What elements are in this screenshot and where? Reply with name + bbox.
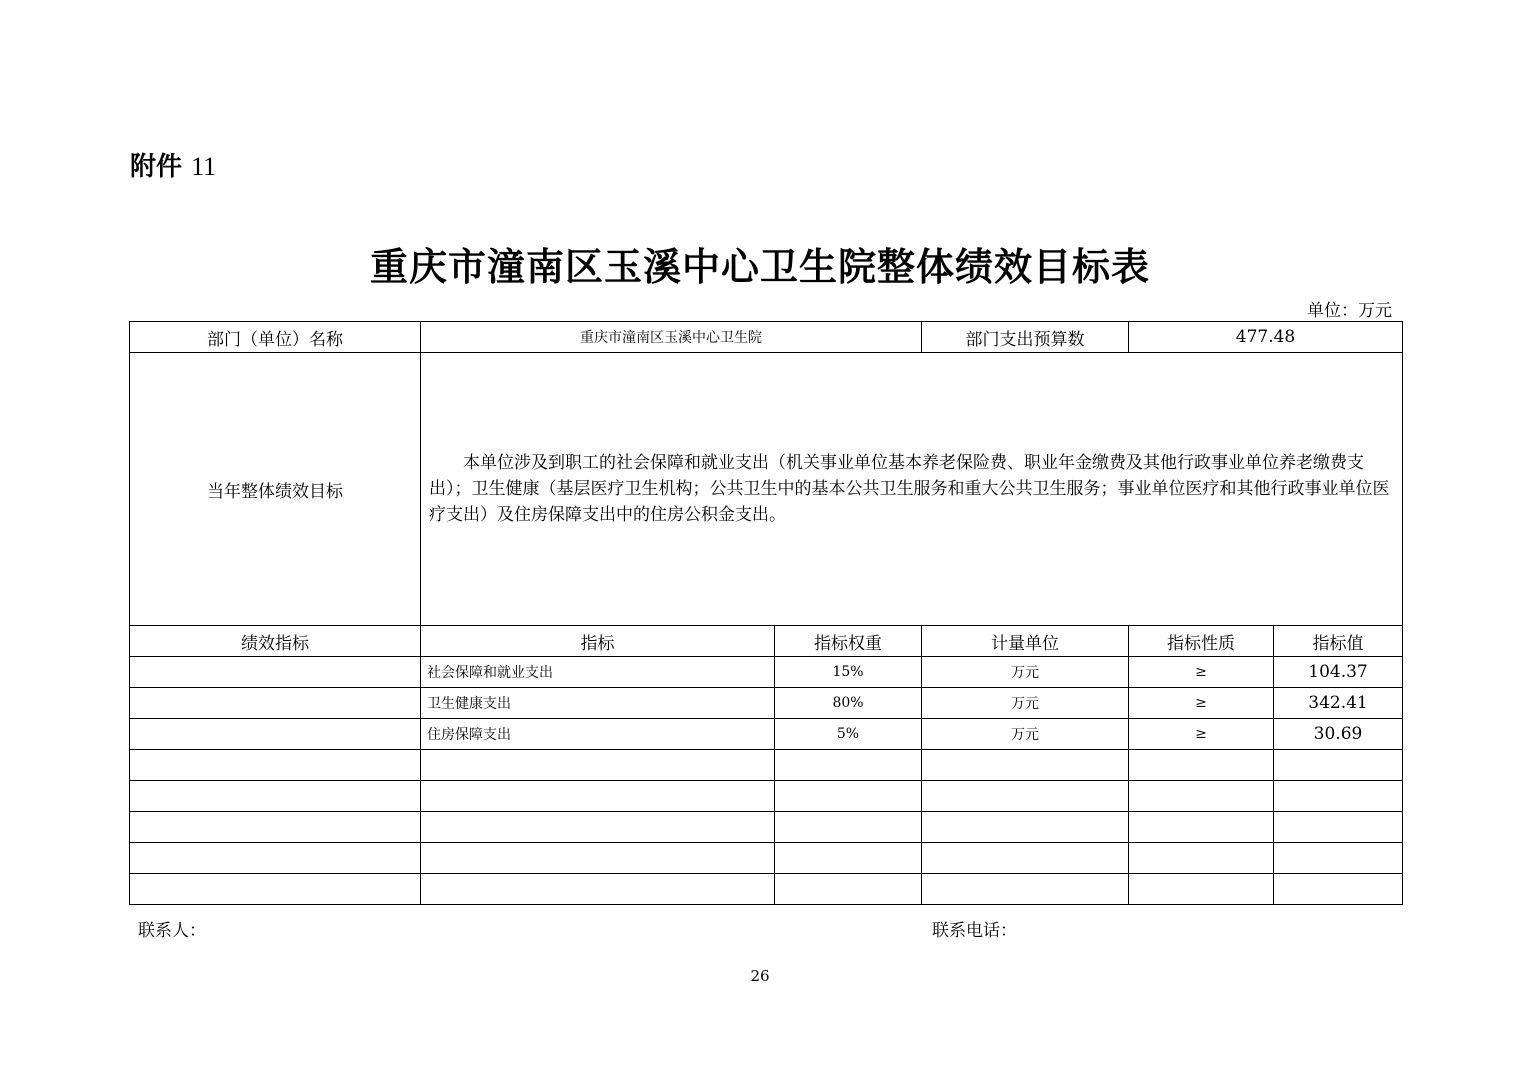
empty-cell bbox=[130, 657, 421, 688]
empty-cell bbox=[775, 781, 922, 812]
empty-cell bbox=[1129, 750, 1274, 781]
performance-table bbox=[129, 321, 1403, 905]
empty-cell bbox=[775, 874, 922, 905]
col-header-nature: 指标性质 bbox=[1129, 626, 1274, 657]
empty-cell bbox=[130, 688, 421, 719]
goal-label: 当年整体绩效目标 bbox=[130, 353, 421, 626]
indicator-unit: 万元 bbox=[922, 688, 1129, 719]
budget-value: 477.48 bbox=[1129, 322, 1403, 353]
empty-cell bbox=[922, 843, 1129, 874]
page-number: 26 bbox=[750, 967, 770, 985]
empty-cell bbox=[421, 874, 775, 905]
unit-label: 单位：万元 bbox=[1307, 301, 1392, 321]
empty-cell bbox=[922, 781, 1129, 812]
empty-cell bbox=[421, 812, 775, 843]
indicator-name: 社会保障和就业支出 bbox=[421, 657, 775, 688]
empty-cell bbox=[775, 750, 922, 781]
empty-cell bbox=[922, 750, 1129, 781]
empty-cell bbox=[1129, 812, 1274, 843]
col-header-weight: 指标权重 bbox=[775, 626, 922, 657]
empty-cell bbox=[421, 781, 775, 812]
indicator-unit: 万元 bbox=[922, 719, 1129, 750]
contact-person-label: 联系人： bbox=[138, 921, 206, 941]
empty-cell bbox=[130, 781, 421, 812]
header-row bbox=[130, 322, 1403, 353]
indicator-weight: 80% bbox=[775, 688, 922, 719]
empty-cell bbox=[922, 812, 1129, 843]
empty-row bbox=[130, 750, 1403, 781]
empty-cell bbox=[130, 812, 421, 843]
goal-row bbox=[130, 353, 1403, 626]
indicator-weight: 5% bbox=[775, 719, 922, 750]
indicator-weight: 15% bbox=[775, 657, 922, 688]
dept-value: 重庆市潼南区玉溪中心卫生院 bbox=[421, 322, 922, 353]
indicator-unit: 万元 bbox=[922, 657, 1129, 688]
contact-phone-label: 联系电话： bbox=[932, 921, 1017, 941]
empty-cell bbox=[1274, 812, 1403, 843]
empty-cell bbox=[1274, 781, 1403, 812]
budget-label: 部门支出预算数 bbox=[922, 322, 1129, 353]
indicator-value: 342.41 bbox=[1274, 688, 1403, 719]
indicator-value: 30.69 bbox=[1274, 719, 1403, 750]
attachment-text: 附件 bbox=[130, 152, 183, 182]
indicator-nature: ≥ bbox=[1129, 719, 1274, 750]
empty-row bbox=[130, 843, 1403, 874]
empty-cell bbox=[130, 874, 421, 905]
empty-cell bbox=[1129, 781, 1274, 812]
col-header-value: 指标值 bbox=[1274, 626, 1403, 657]
indicator-nature: ≥ bbox=[1129, 657, 1274, 688]
table-row bbox=[130, 719, 1403, 750]
indicator-header-row bbox=[130, 626, 1403, 657]
empty-cell bbox=[1274, 750, 1403, 781]
indicator-nature: ≥ bbox=[1129, 688, 1274, 719]
empty-row bbox=[130, 874, 1403, 905]
indicator-section-label: 绩效指标 bbox=[130, 626, 421, 657]
empty-cell bbox=[421, 750, 775, 781]
empty-row bbox=[130, 812, 1403, 843]
indicator-name: 卫生健康支出 bbox=[421, 688, 775, 719]
attachment-label bbox=[130, 146, 216, 183]
empty-cell bbox=[1129, 874, 1274, 905]
empty-cell bbox=[130, 719, 421, 750]
empty-row bbox=[130, 781, 1403, 812]
empty-cell bbox=[775, 843, 922, 874]
table-row bbox=[130, 657, 1403, 688]
goal-text: 本单位涉及到职工的社会保障和就业支出（机关事业单位基本养老保险费、职业年金缴费及其他行政事业单位养老缴费支出）；卫生健康（基层医疗卫生机构；公共卫生中的基本公共卫生服务和重大公共卫生服务；事业单位医疗和其他行政事业单位医疗支出）及住房保障支出中的住房公积金支出。 bbox=[421, 353, 1403, 626]
empty-cell bbox=[922, 874, 1129, 905]
attachment-number: 11 bbox=[191, 152, 217, 181]
empty-cell bbox=[775, 812, 922, 843]
indicator-value: 104.37 bbox=[1274, 657, 1403, 688]
col-header-unit: 计量单位 bbox=[922, 626, 1129, 657]
page-title: 重庆市潼南区玉溪中心卫生院整体绩效目标表 bbox=[369, 245, 1150, 289]
empty-cell bbox=[130, 750, 421, 781]
dept-label: 部门（单位）名称 bbox=[130, 322, 421, 353]
indicator-name: 住房保障支出 bbox=[421, 719, 775, 750]
table-row bbox=[130, 688, 1403, 719]
empty-cell bbox=[130, 843, 421, 874]
empty-cell bbox=[1274, 874, 1403, 905]
col-header-indicator: 指标 bbox=[421, 626, 775, 657]
empty-cell bbox=[1274, 843, 1403, 874]
empty-cell bbox=[421, 843, 775, 874]
empty-cell bbox=[1129, 843, 1274, 874]
